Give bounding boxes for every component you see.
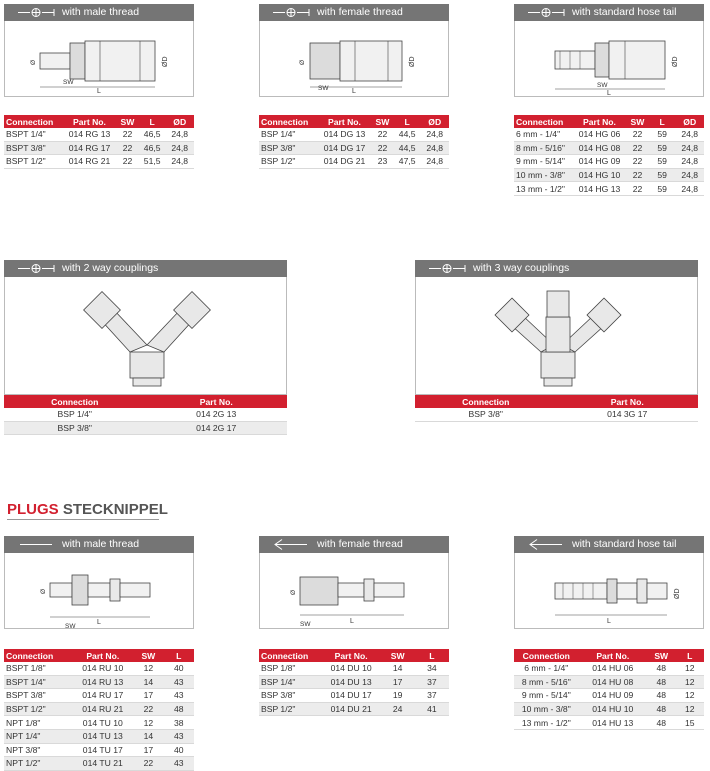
cell: BSP 3/8": [259, 141, 318, 155]
cell: 014 DU 17: [322, 689, 381, 703]
table-row: [4, 729, 194, 743]
three-way-coupling-table: [415, 395, 698, 422]
table-row: [514, 662, 704, 675]
cell: 22: [371, 141, 394, 155]
dim-o-label: Ø: [30, 59, 37, 65]
cell: 15: [675, 716, 704, 730]
dim-sw-label: SW: [597, 82, 608, 89]
cell: 48: [647, 689, 676, 703]
cell: 37: [415, 689, 449, 703]
cell: 51,5: [139, 155, 166, 169]
coupling-symbol-icon: [16, 4, 56, 21]
cell: 14: [381, 662, 415, 675]
cell: 014 RU 17: [72, 689, 133, 703]
plugs-title-grey: STECKNIPPEL: [62, 501, 168, 518]
coupling-symbol-icon: [271, 4, 311, 21]
col-sw: SW: [647, 649, 676, 662]
cell: 22: [371, 128, 394, 141]
three-way-coupling-header: [415, 260, 698, 277]
col-connection: Connection: [514, 115, 573, 128]
cell: 014 TU 17: [72, 743, 133, 757]
plug-male-thread-title: with male thread: [62, 538, 140, 550]
plug-male-thread-block: [4, 536, 194, 771]
cell: BSPT 3/8": [4, 141, 63, 155]
cell: 24,8: [675, 168, 704, 182]
cell: 46,5: [139, 128, 166, 141]
cell: 22: [116, 155, 139, 169]
cell: 10 mm - 3/8": [514, 168, 573, 182]
col-l: L: [415, 649, 449, 662]
col-part-no: Part No.: [322, 649, 381, 662]
cell: 014 DU 10: [322, 662, 381, 675]
table-row: [4, 662, 194, 675]
cell: BSPT 1/8": [4, 662, 72, 675]
cell: 014 DU 13: [322, 675, 381, 689]
col-connection: Connection: [4, 115, 63, 128]
cell: 014 HU 09: [579, 689, 647, 703]
cell: 8 mm - 5/16": [514, 141, 573, 155]
dim-sw-label: SW: [318, 85, 329, 92]
col-connection: Connection: [259, 115, 318, 128]
cell: 24,8: [675, 182, 704, 196]
cell: BSPT 1/4": [4, 128, 63, 141]
plug-male-thread-drawing: [4, 553, 194, 629]
cell: 24,8: [420, 128, 449, 141]
cell: BSP 3/8": [415, 408, 557, 421]
coupling-symbol-icon: [526, 4, 566, 21]
col-connection: Connection: [4, 649, 72, 662]
cell: 46,5: [139, 141, 166, 155]
coupling-symbol-icon: [16, 260, 56, 277]
table-row: [4, 141, 194, 155]
col-d: ØD: [165, 115, 194, 128]
col-part-no: Part No.: [573, 115, 626, 128]
col-l: L: [394, 115, 421, 128]
plug-hose-tail-title: with standard hose tail: [572, 538, 677, 550]
table-row: [514, 168, 704, 182]
table-row: [514, 716, 704, 730]
coupling-hose-tail-drawing: [514, 21, 704, 97]
dim-l-label: L: [607, 90, 611, 96]
table-row: [514, 689, 704, 703]
col-part-no: Part No.: [63, 115, 116, 128]
col-l: L: [164, 649, 194, 662]
cell: 43: [164, 689, 194, 703]
section-divider: [7, 519, 159, 520]
coupling-female-thread-header: [259, 4, 449, 21]
cell: BSP 3/8": [4, 421, 146, 435]
cell: 22: [626, 155, 649, 169]
two-way-coupling-drawing: [4, 277, 287, 395]
two-way-coupling-title: with 2 way couplings: [62, 262, 159, 274]
cell: 12: [675, 662, 704, 675]
plug-arrow-icon: [271, 536, 311, 553]
cell: 014 TU 13: [72, 729, 133, 743]
cell: 43: [164, 675, 194, 689]
cell: BSPT 1/2": [4, 155, 63, 169]
cell: 014 RU 13: [72, 675, 133, 689]
col-part-no: Part No.: [557, 395, 699, 408]
cell: 12: [675, 702, 704, 716]
cell: 48: [647, 702, 676, 716]
cell: 12: [133, 716, 163, 730]
table-row: [4, 155, 194, 169]
plug-hose-tail-drawing: [514, 553, 704, 629]
col-d: ØD: [420, 115, 449, 128]
cell: 22: [116, 141, 139, 155]
cell: 24,8: [675, 141, 704, 155]
table-row: [259, 702, 449, 716]
table-row: [259, 689, 449, 703]
table-row: [4, 675, 194, 689]
coupling-hose-tail-title: with standard hose tail: [572, 6, 677, 18]
plug-male-thread-table: [4, 649, 194, 771]
col-sw: SW: [371, 115, 394, 128]
dim-o-label: Ø: [299, 59, 306, 65]
table-row: [4, 743, 194, 757]
col-sw: SW: [381, 649, 415, 662]
cell: NPT 3/8": [4, 743, 72, 757]
table-row: [4, 408, 287, 421]
cell: 14: [133, 729, 163, 743]
cell: 43: [164, 757, 194, 771]
cell: BSP 1/2": [259, 702, 322, 716]
table-row: [4, 716, 194, 730]
table-row: [514, 141, 704, 155]
dim-l-label: L: [97, 88, 101, 95]
cell: 22: [626, 141, 649, 155]
cell: BSP 1/4": [259, 675, 322, 689]
col-connection: Connection: [514, 649, 579, 662]
cell: 6 mm - 1/4": [514, 128, 573, 141]
coupling-female-thread-title: with female thread: [317, 6, 403, 18]
col-l: L: [139, 115, 166, 128]
table-row: [4, 421, 287, 435]
cell: 24,8: [165, 128, 194, 141]
cell: 22: [626, 182, 649, 196]
col-l: L: [675, 649, 704, 662]
col-connection: Connection: [4, 395, 146, 408]
cell: 59: [649, 182, 676, 196]
coupling-male-thread-table: [4, 115, 194, 169]
two-way-coupling-table: [4, 395, 287, 435]
coupling-hose-tail-block: [514, 4, 704, 196]
cell: 014 RG 21: [63, 155, 116, 169]
cell: 13 mm - 1/2": [514, 716, 579, 730]
cell: 22: [133, 702, 163, 716]
cell: 10 mm - 3/8": [514, 702, 579, 716]
plugs-section-title: [7, 501, 168, 518]
table-row: [259, 141, 449, 155]
cell: 24,8: [165, 155, 194, 169]
cell: 59: [649, 141, 676, 155]
cell: 014 HU 13: [579, 716, 647, 730]
cell: 014 RU 10: [72, 662, 133, 675]
dim-o-label: Ø: [290, 589, 297, 595]
cell: 22: [626, 168, 649, 182]
cell: 014 HU 08: [579, 675, 647, 689]
col-part-no: Part No.: [146, 395, 288, 408]
dim-o-label: Ø: [40, 588, 47, 594]
three-way-coupling-block: [415, 260, 698, 422]
cell: BSP 1/2": [259, 155, 318, 169]
cell: NPT 1/4": [4, 729, 72, 743]
plug-hose-tail-table: [514, 649, 704, 730]
cell: 19: [381, 689, 415, 703]
plug-female-thread-header: [259, 536, 449, 553]
cell: 014 3G 17: [557, 408, 699, 421]
cell: 48: [647, 662, 676, 675]
coupling-female-thread-drawing: [259, 21, 449, 97]
table-row: [259, 675, 449, 689]
coupling-male-thread-block: [4, 4, 194, 169]
cell: 014 RG 17: [63, 141, 116, 155]
plug-arrow-icon: [526, 536, 566, 553]
cell: 9 mm - 5/14": [514, 155, 573, 169]
cell: 014 RU 21: [72, 702, 133, 716]
dim-sw-label: SW: [300, 621, 311, 628]
table-row: [4, 128, 194, 141]
cell: 12: [133, 662, 163, 675]
coupling-hose-tail-header: [514, 4, 704, 21]
cell: 014 HG 06: [573, 128, 626, 141]
coupling-hose-tail-table: [514, 115, 704, 196]
cell: 014 TU 21: [72, 757, 133, 771]
cell: 014 HG 09: [573, 155, 626, 169]
cell: 014 2G 13: [146, 408, 288, 421]
table-row: [415, 408, 698, 421]
three-way-coupling-drawing: [415, 277, 698, 395]
coupling-male-thread-drawing: [4, 21, 194, 97]
cell: 24,8: [675, 128, 704, 141]
cell: 12: [675, 675, 704, 689]
cell: 41: [415, 702, 449, 716]
col-connection: Connection: [259, 649, 322, 662]
table-row: [4, 702, 194, 716]
dim-l-label: L: [607, 618, 611, 625]
table-row: [514, 155, 704, 169]
cell: 014 HU 10: [579, 702, 647, 716]
cell: BSP 3/8": [259, 689, 322, 703]
cell: 38: [164, 716, 194, 730]
cell: 014 2G 17: [146, 421, 288, 435]
coupling-male-thread-title: with male thread: [62, 6, 140, 18]
cell: 22: [116, 128, 139, 141]
cell: 48: [647, 675, 676, 689]
col-sw: SW: [626, 115, 649, 128]
cell: 12: [675, 689, 704, 703]
dim-sw-label: SW: [63, 79, 74, 86]
cell: 17: [381, 675, 415, 689]
cell: 014 DG 13: [318, 128, 371, 141]
dim-d-label: ØD: [674, 588, 681, 599]
cell: 24: [381, 702, 415, 716]
table-row: [514, 675, 704, 689]
col-l: L: [649, 115, 676, 128]
cell: 014 HG 10: [573, 168, 626, 182]
cell: 24,8: [420, 141, 449, 155]
cell: 43: [164, 729, 194, 743]
plug-hose-tail-header: [514, 536, 704, 553]
cell: 24,8: [420, 155, 449, 169]
coupling-symbol-icon: [427, 260, 467, 277]
col-part-no: Part No.: [318, 115, 371, 128]
cell: 44,5: [394, 141, 421, 155]
cell: BSPT 1/4": [4, 675, 72, 689]
coupling-female-thread-table: [259, 115, 449, 169]
cell: 40: [164, 662, 194, 675]
dim-l-label: L: [352, 88, 356, 95]
dim-l-label: L: [97, 619, 101, 626]
three-way-coupling-title: with 3 way couplings: [473, 262, 570, 274]
cell: 37: [415, 675, 449, 689]
table-row: [259, 128, 449, 141]
table-row: [514, 128, 704, 141]
cell: 014 HG 08: [573, 141, 626, 155]
cell: 40: [164, 743, 194, 757]
plug-symbol-icon: [16, 536, 56, 553]
cell: 23: [371, 155, 394, 169]
col-connection: Connection: [415, 395, 557, 408]
cell: 6 mm - 1/4": [514, 662, 579, 675]
cell: 24,8: [675, 155, 704, 169]
dim-sw-label: SW: [65, 623, 76, 628]
cell: 47,5: [394, 155, 421, 169]
col-part-no: Part No.: [579, 649, 647, 662]
dim-d-label: ØD: [409, 56, 416, 67]
table-row: [4, 757, 194, 771]
plug-female-thread-title: with female thread: [317, 538, 403, 550]
two-way-coupling-block: [4, 260, 287, 435]
cell: 014 HG 13: [573, 182, 626, 196]
cell: 14: [133, 675, 163, 689]
cell: 014 TU 10: [72, 716, 133, 730]
plug-male-thread-header: [4, 536, 194, 553]
cell: 17: [133, 743, 163, 757]
cell: 34: [415, 662, 449, 675]
cell: 24,8: [165, 141, 194, 155]
cell: BSPT 3/8": [4, 689, 72, 703]
cell: 48: [164, 702, 194, 716]
col-sw: SW: [133, 649, 163, 662]
cell: 014 DG 17: [318, 141, 371, 155]
table-row: [4, 689, 194, 703]
cell: 59: [649, 168, 676, 182]
coupling-male-thread-header: [4, 4, 194, 21]
table-row: [514, 182, 704, 196]
plug-female-thread-drawing: [259, 553, 449, 629]
col-d: ØD: [675, 115, 704, 128]
cell: 48: [647, 716, 676, 730]
cell: NPT 1/8": [4, 716, 72, 730]
cell: 014 RG 13: [63, 128, 116, 141]
cell: 17: [133, 689, 163, 703]
coupling-female-thread-block: [259, 4, 449, 169]
dim-d-label: ØD: [162, 56, 169, 67]
two-way-coupling-header: [4, 260, 287, 277]
cell: 22: [626, 128, 649, 141]
col-part-no: Part No.: [72, 649, 133, 662]
dim-l-label: L: [350, 618, 354, 625]
table-row: [259, 662, 449, 675]
cell: 014 DG 21: [318, 155, 371, 169]
cell: BSPT 1/2": [4, 702, 72, 716]
cell: 13 mm - 1/2": [514, 182, 573, 196]
cell: 59: [649, 128, 676, 141]
cell: 9 mm - 5/14": [514, 689, 579, 703]
plug-hose-tail-block: [514, 536, 704, 730]
plugs-title-red: PLUGS: [7, 501, 59, 518]
dim-d-label: ØD: [672, 56, 679, 67]
table-row: [514, 702, 704, 716]
col-sw: SW: [116, 115, 139, 128]
plug-female-thread-block: [259, 536, 449, 716]
cell: 8 mm - 5/16": [514, 675, 579, 689]
cell: 014 HU 06: [579, 662, 647, 675]
cell: 22: [133, 757, 163, 771]
plug-female-thread-table: [259, 649, 449, 716]
cell: BSP 1/8": [259, 662, 322, 675]
cell: BSP 1/4": [4, 408, 146, 421]
cell: NPT 1/2": [4, 757, 72, 771]
table-row: [259, 155, 449, 169]
cell: 014 DU 21: [322, 702, 381, 716]
cell: 59: [649, 155, 676, 169]
cell: BSP 1/4": [259, 128, 318, 141]
cell: 44,5: [394, 128, 421, 141]
